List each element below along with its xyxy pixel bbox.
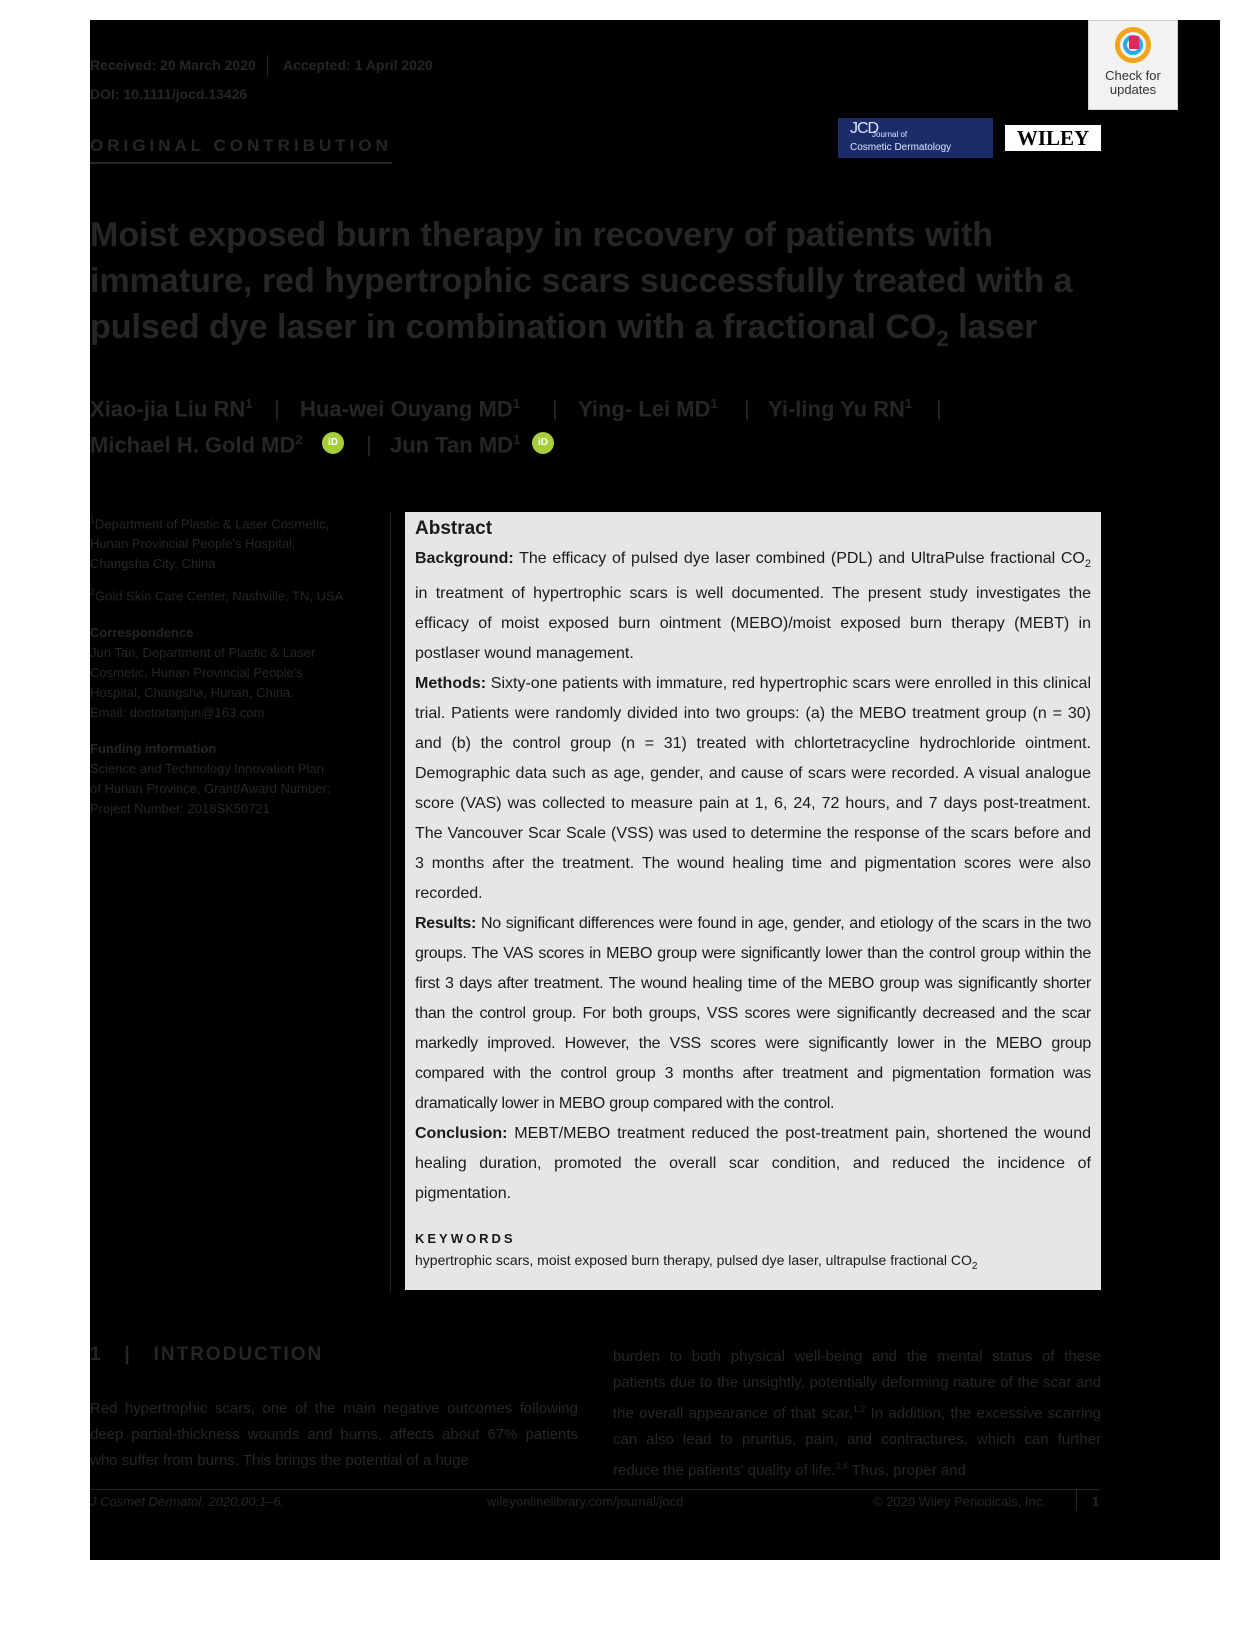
- abstract-background: Background: The efficacy of pulsed dye laser combined (PDL) and UltraPulse fractional $CO_2$ in treatment of hypertrophic scars is well documented. The present study investigates the efficacy of moist exposed burn ointment (MEBO)/moist exposed burn therapy (MEBT) in postlaser wound management.: [415, 550, 1091, 663]
- footer-citation: J Cosmet Dermatol. 2020;00:1–6.: [90, 1494, 285, 1509]
- journal-logo-line1: Journal of: [872, 130, 908, 139]
- author-5[interactable]: Michael H. Gold $MD^2$: [90, 432, 303, 458]
- check-for-updates-badge[interactable]: [1088, 20, 1178, 110]
- article-type: ORIGINAL CONTRIBUTION: [90, 136, 392, 164]
- abstract-box: [405, 512, 1101, 1290]
- article-info-sidebar: [90, 510, 380, 819]
- funding-line: Science and Technology Innovation Plan: [90, 760, 324, 776]
- affiliation-1: $^1$Department of Plastic & Laser Cosmetic,: [90, 515, 330, 532]
- journal-logo: [838, 118, 993, 158]
- funding-line: Project Number: 2018SK50721: [90, 800, 270, 816]
- check-updates-line1: Check for: [1105, 68, 1161, 83]
- author-separator: |: [552, 396, 558, 421]
- author-2[interactable]: Hua-wei Ouyang $MD^1$: [300, 396, 520, 422]
- footer-url[interactable]: wileyonlinelibrary.com/journal/jocd: [487, 1494, 684, 1509]
- abstract-heading: Abstract: [415, 518, 493, 539]
- orcid-icon[interactable]: iD: [532, 432, 554, 454]
- keywords-heading: KEYWORDS: [415, 1231, 516, 1247]
- doi[interactable]: DOI: 10.1111/jocd.13426: [90, 86, 248, 102]
- correspondence-line: Hospital, Changsha, Hunan, China.: [90, 684, 294, 700]
- sidebar-divider: [390, 512, 391, 1292]
- received-date: Received: 20 March 2020: [90, 57, 256, 73]
- title-line-3: pulsed dye laser in combination with a fractional CO: [90, 308, 937, 346]
- abstract-results: Results: No significant differences were found in age, gender, and etiology of the scars in the two groups. The VAS scores in MEBO group were significantly lower than the control group within the first 3 days after treatment. The wound healing time of the MEBO group was significantly shorter than the control group. For both groups, VSS scores were significantly decreased and the scar markedly improved. However, the VSS scores were significantly lower in the MEBO group compared with the control group 3 months after treatment and pigmentation formation was dramatically lower in MEBO group compared with the control.: [415, 915, 1091, 1113]
- funding-line: of Hunan Province, Grant/Award Number:: [90, 780, 331, 796]
- article-title: [90, 212, 1090, 362]
- author-4[interactable]: Yi-ling Yu $RN^1$: [768, 396, 913, 422]
- abstract-conclusion: Conclusion: MEBT/MEBO treatment reduced the post-treatment pain, shortened the wound healing duration, promoted the overall scar condition, and reduced the incidence of pigmentation.: [415, 1125, 1091, 1203]
- journal-logo-line2: Cosmetic Dermatology: [850, 142, 952, 153]
- page-number: 1: [1092, 1494, 1100, 1509]
- check-updates-line2: updates: [1109, 82, 1157, 97]
- author-separator: |: [274, 396, 280, 421]
- footer-separator: [1076, 1490, 1077, 1510]
- author-separator: |: [744, 396, 750, 421]
- footer-divider: [90, 1489, 1100, 1490]
- orcid-icon[interactable]: iD: [322, 432, 344, 454]
- title-line-3-end: laser: [948, 308, 1038, 346]
- author-separator: |: [366, 432, 372, 457]
- keywords-list: hypertrophic scars, moist exposed burn therapy, pulsed dye laser, ultrapulse fractional $CO_2$: [415, 1252, 978, 1272]
- correspondence-heading: Correspondence: [90, 624, 194, 640]
- correspondence-line: Cosmetic, Hunan Provincial People's: [90, 664, 303, 680]
- title-line-1: Moist exposed burn therapy in recovery of patients with: [90, 216, 994, 254]
- introduction-heading: 1 | INTRODUCTION: [90, 1344, 324, 1365]
- footer-copyright: © 2020 Wiley Periodicals, Inc.: [873, 1494, 1046, 1509]
- author-6[interactable]: Jun Tan $MD^1$: [390, 432, 521, 458]
- intro-column-left: Red hypertrophic scars, one of the main negative outcomes following deep partial-thickness wounds and burns, affects about 67% patients who suffer from burns. This brings the potential of a huge: [90, 1400, 578, 1469]
- affiliation-2: $^2$Gold Skin Care Center, Nashville, TN, USA: [90, 587, 344, 604]
- affiliation-1-line3: Changsha City, China: [90, 556, 216, 572]
- journal-abbr: JCD: [850, 120, 879, 137]
- accepted-date: Accepted: 1 April 2020: [283, 57, 433, 73]
- bookmark-icon: [1115, 27, 1151, 63]
- header-divider: [267, 55, 268, 77]
- correspondence-email[interactable]: Email: doctortanjun@163.com: [90, 704, 265, 720]
- intro-column-right: burden to both physical well-being and the mental status of these patients due to the unsightly, potentially deforming nature of the scar and the overall appearance of that scar.$^{1,2}$ In addition, the excessive scarring can also lead to pruritus, pain, and contractures, which can further reduce the patients' quality of life.$^{3,4}$ Thus, proper and: [613, 1348, 1101, 1479]
- correspondence-line: Jun Tan, Department of Plastic & Laser: [90, 644, 316, 660]
- title-subscript: 2: [936, 325, 949, 351]
- funding-heading: Funding information: [90, 740, 217, 756]
- author-separator: |: [936, 396, 942, 421]
- affiliation-1-line2: Hunan Provincial People's Hospital,: [90, 536, 296, 552]
- author-3[interactable]: Ying- Lei $MD^1$: [578, 396, 718, 422]
- publisher-logo: WILEY: [1005, 125, 1101, 151]
- abstract-methods: Methods: Sixty-one patients with immature, red hypertrophic scars were enrolled in this clinical trial. Patients were randomly divided into two groups: (a) the MEBO treatment group (n = 30) and (b) the control group (n = 31) treated with chlortetracycline hydrochloride ointment. Demographic data such as age, gender, and cause of scars were recorded. A visual analogue score (VAS) was collected to measure pain at 1, 6, 24, 72 hours, and 7 days post-treatment. The Vancouver Scar Scale (VSS) was used to determine the response of the scars before and 3 months after the treatment. The wound healing time and pigmentation scores were also recorded.: [415, 675, 1091, 903]
- author-1[interactable]: Xiao-jia Liu $RN^1$: [90, 396, 253, 422]
- title-line-2: immature, red hypertrophic scars successfully treated with a: [90, 262, 1073, 300]
